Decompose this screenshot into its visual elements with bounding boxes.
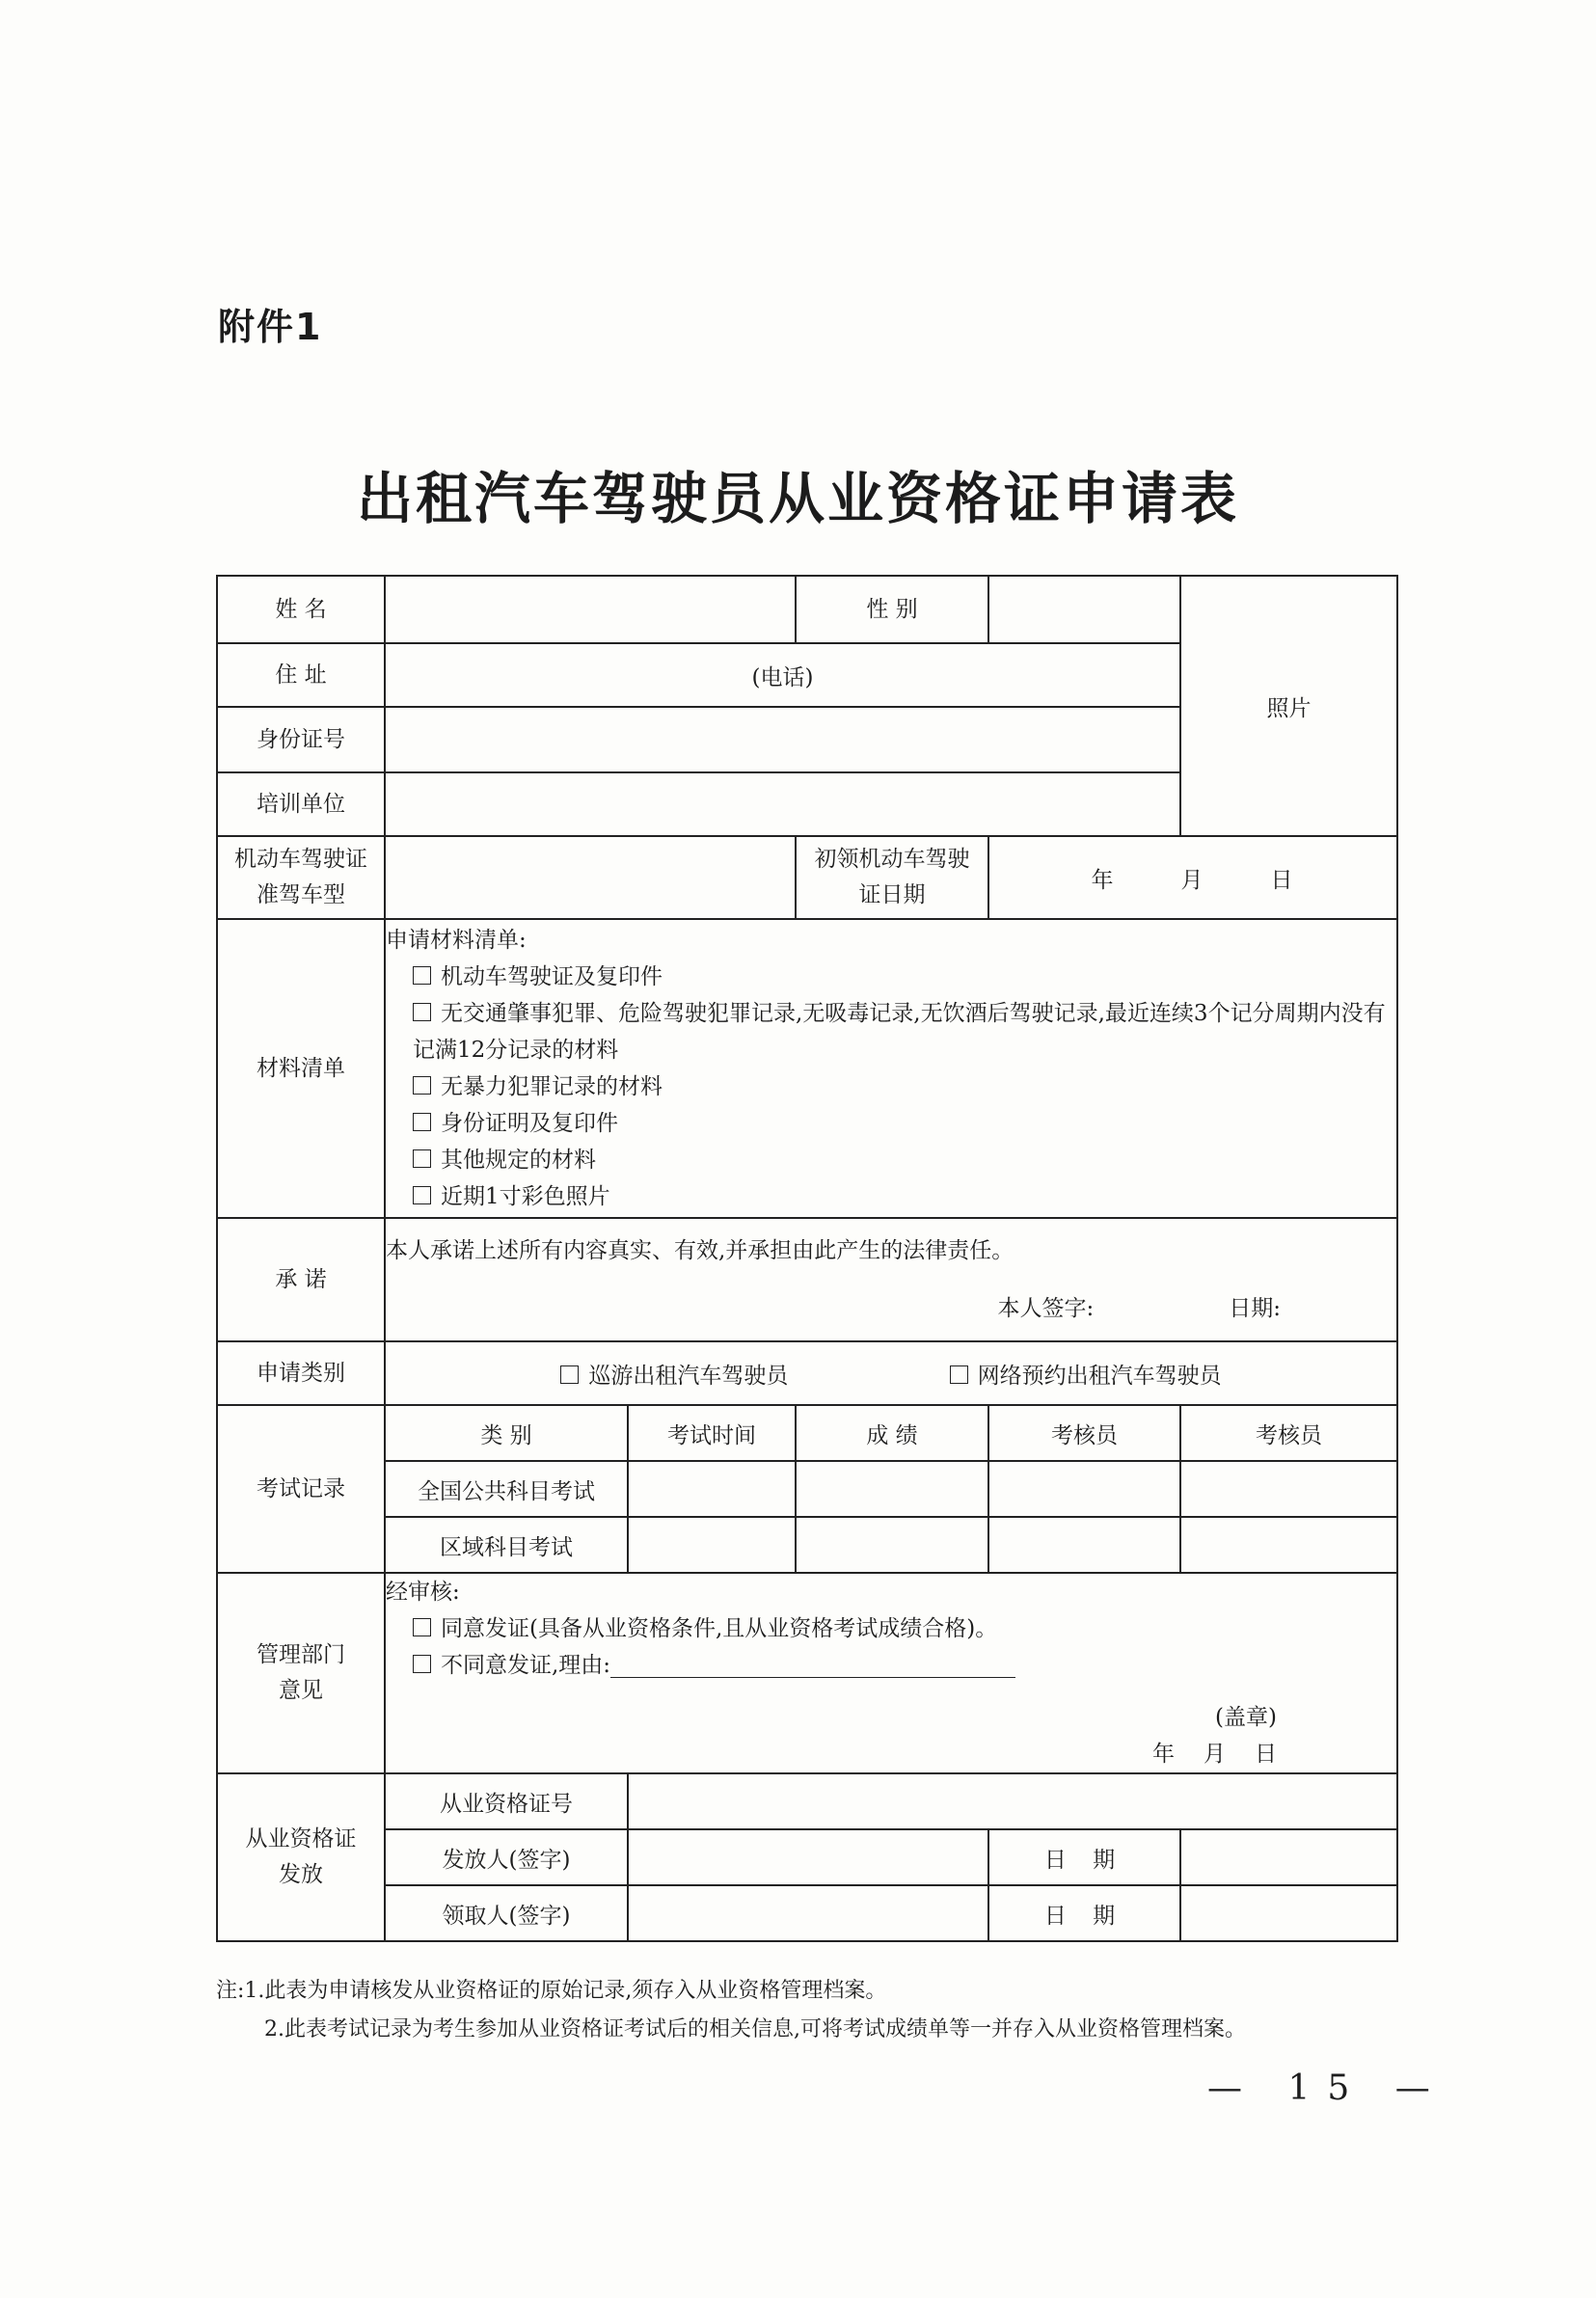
exam-header-examiner: 考核员	[988, 1405, 1180, 1461]
cert-number-field[interactable]	[628, 1773, 1397, 1829]
exam-row-national: 全国公共科目考试	[385, 1461, 628, 1517]
id-number-label: 身份证号	[217, 707, 385, 772]
materials-heading: 申请材料清单:	[386, 928, 527, 953]
review-label: 管理部门意见	[217, 1573, 385, 1773]
photo-label: 照片	[1266, 695, 1312, 721]
address-field[interactable]	[385, 643, 1180, 707]
exam-cell[interactable]	[988, 1517, 1180, 1573]
signature-label: 本人签字:	[997, 1296, 1095, 1321]
exam-row-regional: 区域科目考试	[385, 1517, 628, 1573]
seal-label: (盖章)	[1215, 1705, 1277, 1730]
issue-date-field[interactable]	[1180, 1829, 1397, 1885]
gender-label: 性 别	[796, 576, 988, 643]
receiver-field[interactable]	[628, 1885, 988, 1941]
issue-date-label: 日 期	[988, 1829, 1180, 1885]
review-heading: 经审核:	[386, 1580, 460, 1605]
license-type-field[interactable]	[385, 836, 796, 919]
exam-header-time: 考试时间	[628, 1405, 796, 1461]
materials-item: 无交通肇事犯罪、危险驾驶犯罪记录,无吸毒记录,无饮酒后驾驶记录,最近连续3个记分周期内没有记满12分记录的材料	[413, 1001, 1386, 1063]
form-title: 出租汽车驾驶员从业资格证申请表	[356, 466, 1239, 531]
cert-number-label: 从业资格证号	[385, 1773, 628, 1829]
review-disagree: 不同意发证,理由:	[386, 1647, 1396, 1684]
exam-cell[interactable]	[628, 1461, 796, 1517]
promise-signature-row	[386, 1290, 1396, 1327]
phone-hint: (电话)	[751, 664, 814, 690]
first-license-date-field[interactable]	[988, 836, 1397, 919]
review-content	[385, 1573, 1397, 1773]
checkbox[interactable]	[413, 1113, 431, 1131]
materials-item: 近期1寸彩色照片	[386, 1178, 1396, 1215]
address-label: 住 址	[217, 643, 385, 707]
receive-date-label: 日 期	[988, 1885, 1180, 1941]
checkbox[interactable]	[413, 1149, 431, 1168]
training-unit-label: 培训单位	[217, 772, 385, 836]
promise-text: 本人承诺上述所有内容真实、有效,并承担由此产生的法律责任。	[386, 1238, 1014, 1263]
year-label: 年	[1091, 867, 1116, 893]
license-type-label: 机动车驾驶证准驾车型	[217, 836, 385, 919]
review-agree: 同意发证(具备从业资格条件,且从业资格考试成绩合格)。	[386, 1610, 1396, 1647]
checkbox[interactable]	[413, 1618, 431, 1636]
name-label: 姓 名	[217, 576, 385, 643]
checkbox[interactable]	[413, 1076, 431, 1095]
materials-item: 无暴力犯罪记录的材料	[386, 1068, 1396, 1105]
exam-header-examiner: 考核员	[1180, 1405, 1397, 1461]
exam-cell[interactable]	[796, 1517, 988, 1573]
promise-label: 承 诺	[217, 1218, 385, 1341]
checkbox[interactable]	[950, 1365, 968, 1384]
issuer-label: 发放人(签字)	[385, 1829, 628, 1885]
notes	[216, 1972, 1412, 2049]
issuer-field[interactable]	[628, 1829, 988, 1885]
checkbox[interactable]	[413, 1655, 431, 1673]
gender-field[interactable]	[988, 576, 1180, 643]
materials-item: 身份证明及复印件	[386, 1105, 1396, 1142]
exam-cell[interactable]	[988, 1461, 1180, 1517]
category-option-online[interactable]: 网络预约出租汽车驾驶员	[950, 1358, 1222, 1390]
exam-label: 考试记录	[217, 1405, 385, 1573]
exam-cell[interactable]	[628, 1517, 796, 1573]
exam-header-category: 类 别	[385, 1405, 628, 1461]
name-field[interactable]	[385, 576, 796, 643]
materials-label: 材料清单	[217, 919, 385, 1218]
receive-date-field[interactable]	[1180, 1885, 1397, 1941]
category-option-cruise[interactable]: 巡游出租汽车驾驶员	[560, 1358, 788, 1390]
checkbox[interactable]	[413, 966, 431, 985]
photo-box[interactable]	[1180, 576, 1397, 836]
promise-date-label: 日期:	[1229, 1296, 1281, 1321]
receiver-label: 领取人(签字)	[385, 1885, 628, 1941]
reason-line[interactable]	[610, 1652, 1015, 1678]
day-label: 日	[1270, 867, 1295, 893]
exam-cell[interactable]	[1180, 1461, 1397, 1517]
category-options	[385, 1341, 1397, 1405]
application-form-table	[216, 575, 1398, 1942]
materials-content	[385, 919, 1397, 1218]
first-license-date-label: 初领机动车驾驶证日期	[796, 836, 988, 919]
training-unit-field[interactable]	[385, 772, 1180, 836]
materials-item: 机动车驾驶证及复印件	[386, 959, 1396, 995]
exam-header-score: 成 绩	[796, 1405, 988, 1461]
review-date: 年 月 日	[1152, 1742, 1277, 1767]
id-number-field[interactable]	[385, 707, 1180, 772]
attachment-label: 附件1	[218, 306, 323, 348]
checkbox[interactable]	[560, 1365, 579, 1384]
category-label: 申请类别	[217, 1341, 385, 1405]
month-label: 月	[1180, 867, 1205, 893]
note-1: 注:1.此表为申请核发从业资格证的原始记录,须存入从业资格管理档案。	[216, 1979, 887, 2003]
issue-label: 从业资格证发放	[217, 1773, 385, 1941]
note-2: 2.此表考试记录为考生参加从业资格证考试后的相关信息,可将考试成绩单等一并存入从业资格管理档案。	[264, 2017, 1246, 2041]
page-number: — 15 —	[1207, 2068, 1447, 2108]
checkbox[interactable]	[413, 1186, 431, 1204]
exam-cell[interactable]	[1180, 1517, 1397, 1573]
promise-content	[385, 1218, 1397, 1341]
materials-item: 其他规定的材料	[386, 1142, 1396, 1178]
exam-cell[interactable]	[796, 1461, 988, 1517]
checkbox[interactable]	[413, 1003, 431, 1021]
